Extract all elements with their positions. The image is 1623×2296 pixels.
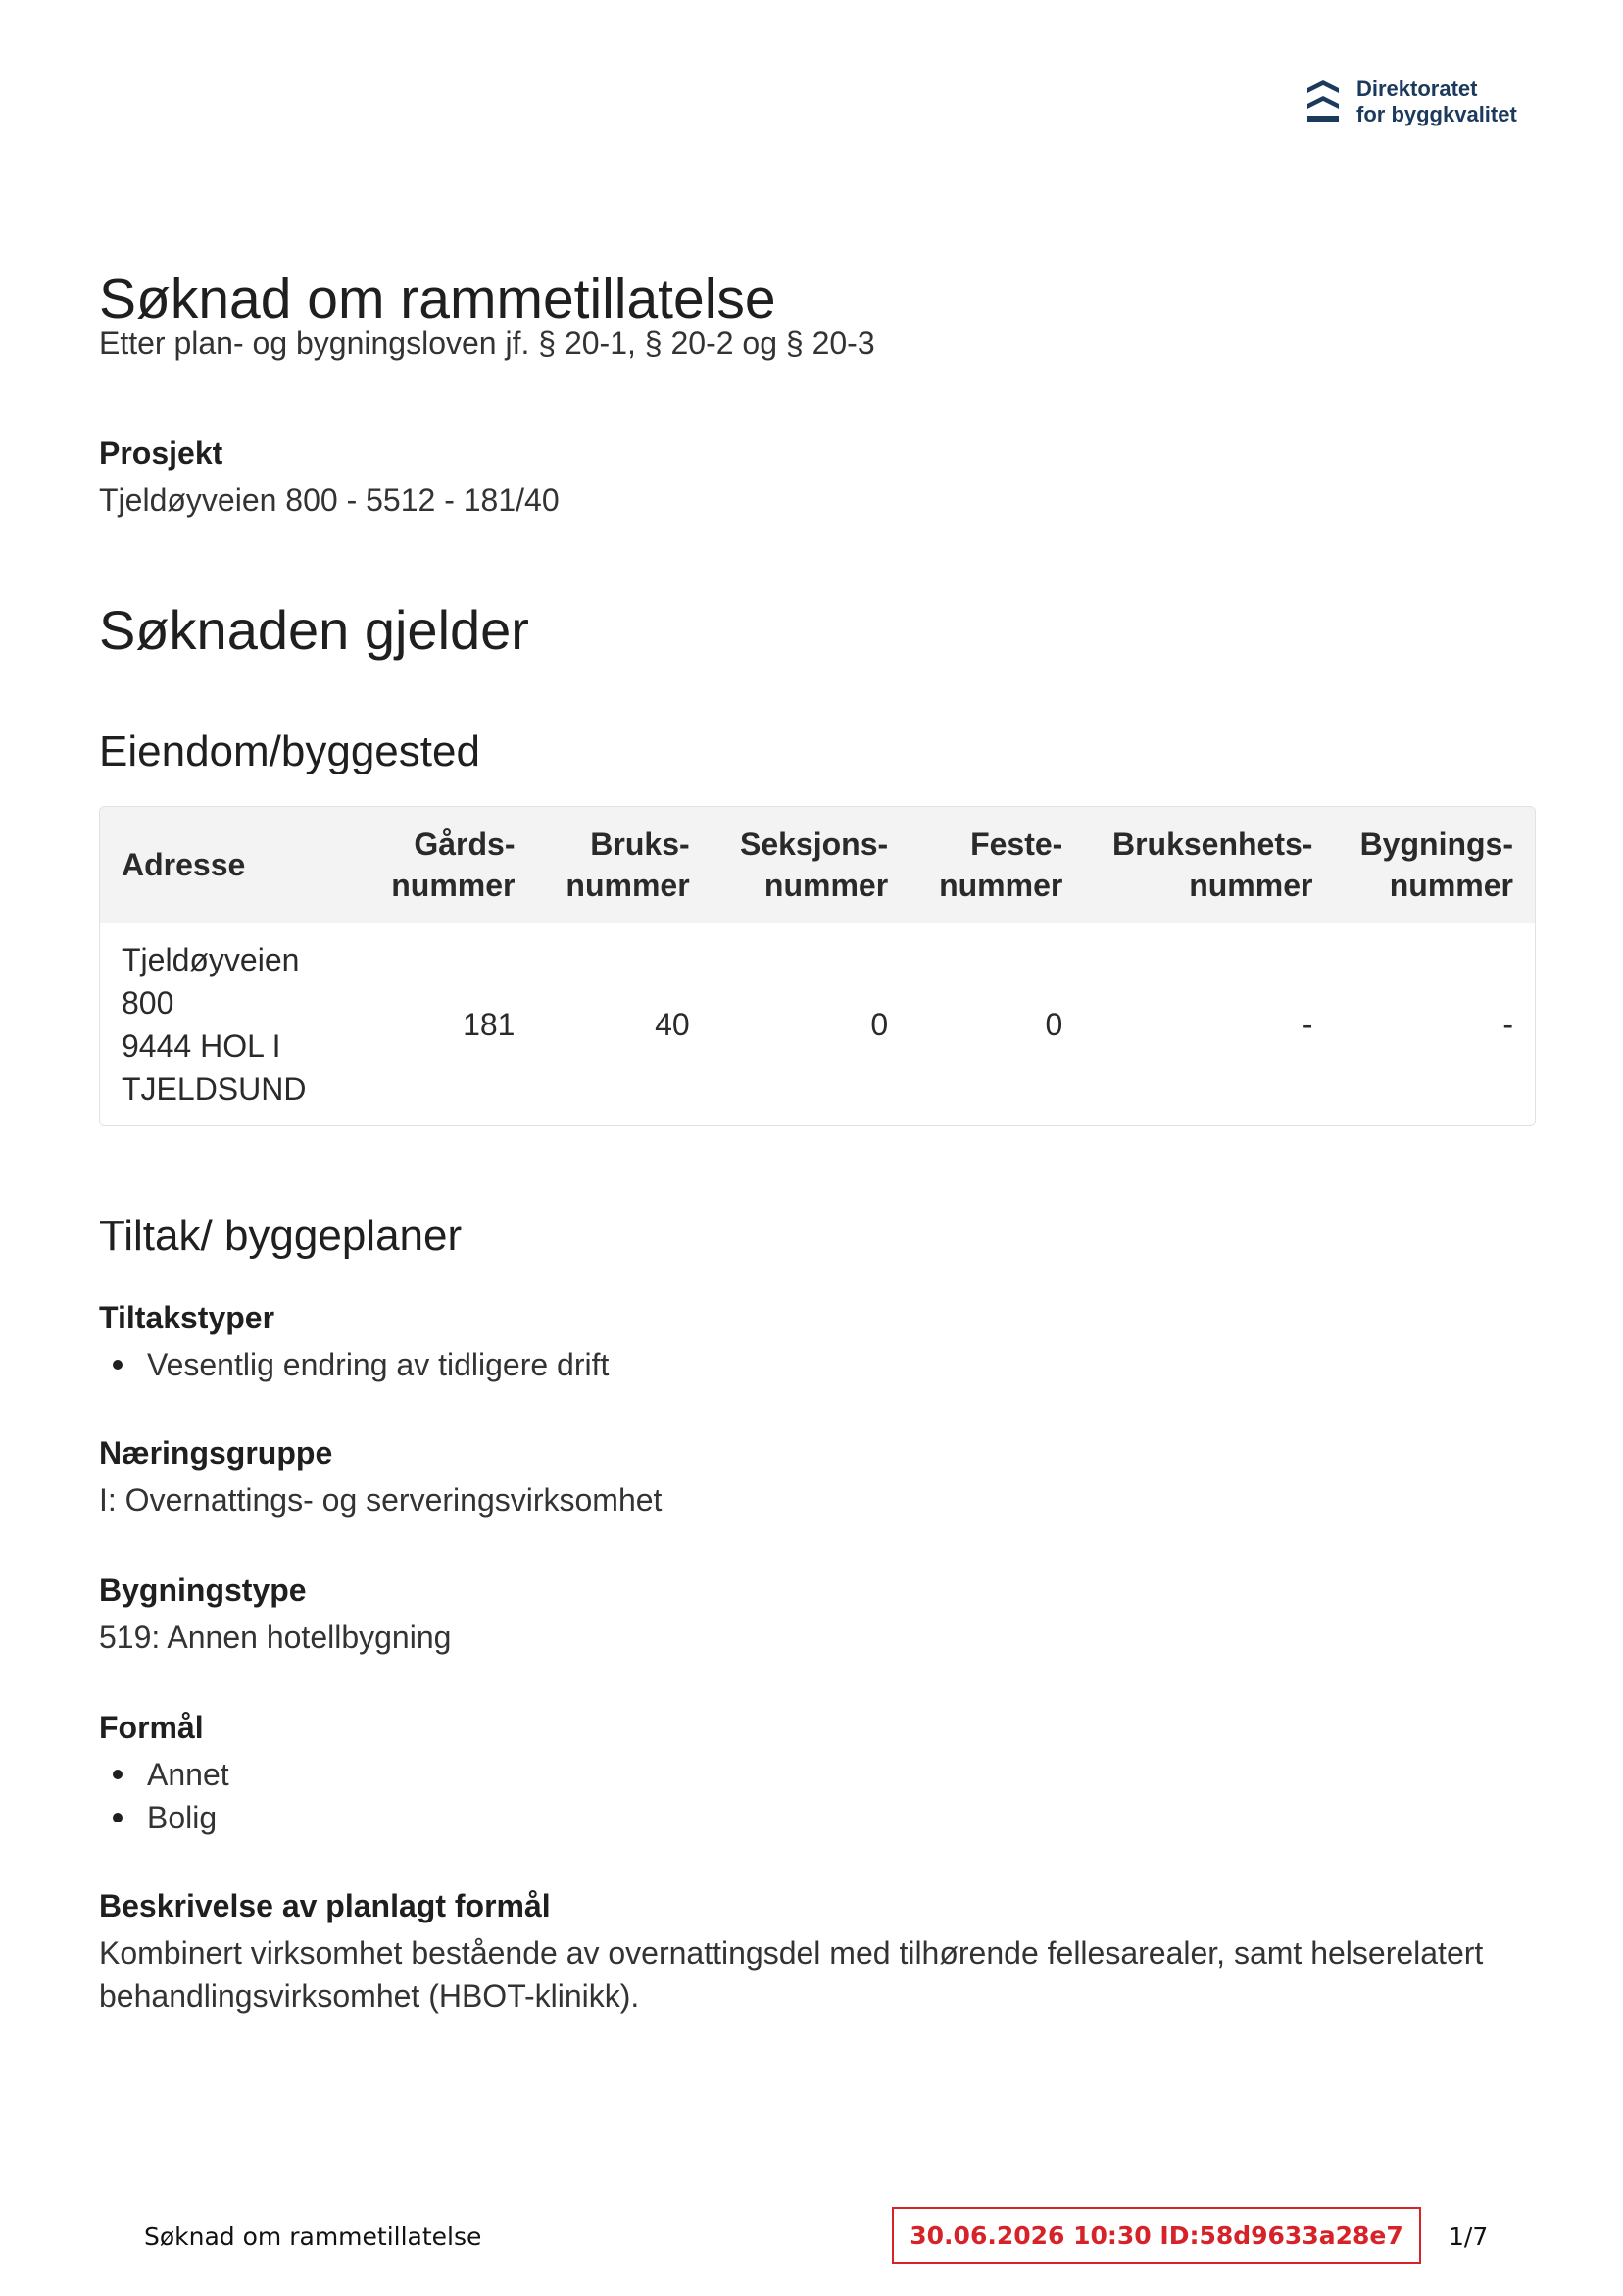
bullet-icon: [113, 1360, 123, 1370]
tiltakstyper-label: Tiltakstyper: [99, 1300, 275, 1335]
cell-festenummer: 0: [1045, 1007, 1063, 1042]
footer-id-stamp: 30.06.2026 10:30 ID:58d9633a28e7: [892, 2207, 1421, 2264]
section-heading-applies: Søknaden gjelder: [99, 599, 529, 661]
beskrivelse-line-2: behandlingsvirksomhet (HBOT-klinikk).: [99, 1978, 640, 2014]
col-header-seksjonsnummer: Seksjons- nummer: [712, 807, 910, 923]
property-table-header: [100, 807, 1535, 923]
beskrivelse-label: Beskrivelse av planlagt formål: [99, 1888, 551, 1923]
col-header-adresse: Adresse: [100, 807, 362, 923]
tiltak-heading: Tiltak/ byggeplaner: [99, 1212, 463, 1260]
logo-text: [1356, 76, 1517, 127]
document-subtitle: Etter plan- og bygningsloven jf. § 20-1, § 20-2 og § 20-3: [99, 325, 875, 361]
naeringsgruppe-label: Næringsgruppe: [99, 1435, 333, 1471]
logo-line-2: for byggkvalitet: [1356, 102, 1517, 126]
project-value: Tjeldøyveien 800 - 5512 - 181/40: [99, 482, 560, 518]
col-header-bygningsnummer: Bygnings- nummer: [1334, 807, 1535, 923]
list-item: Annet: [99, 1753, 229, 1796]
col-header-festenummer: Feste- nummer: [910, 807, 1084, 923]
cell-bruksenhetsnummer: -: [1302, 1007, 1313, 1042]
dibk-logo: [1303, 76, 1517, 127]
cell-bruksnummer: 40: [655, 1007, 690, 1042]
bullet-icon: [113, 1813, 123, 1822]
cell-bygningsnummer: -: [1502, 1007, 1513, 1042]
formal-list: [99, 1753, 229, 1839]
beskrivelse-line-1: Kombinert virksomhet bestående av overnattingsdel med tilhørende fellesarealer, samt helserelatert: [99, 1935, 1484, 1971]
naeringsgruppe-value: I: Overnattings- og serveringsvirksomhet: [99, 1482, 663, 1518]
footer-title: Søknad om rammetillatelse: [144, 2222, 482, 2251]
col-header-bruksenhetsnummer: Bruksenhets- nummer: [1084, 807, 1334, 923]
logo-line-1: Direktoratet: [1356, 76, 1478, 101]
formal-label: Formål: [99, 1710, 204, 1745]
list-item: Vesentlig endring av tidligere drift: [99, 1343, 609, 1386]
project-label: Prosjekt: [99, 435, 223, 471]
table-row: [100, 923, 1535, 1125]
cell-address: Tjeldøyveien 800 9444 HOL I TJELDSUND: [122, 942, 307, 1107]
bygningstype-value: 519: Annen hotellbygning: [99, 1620, 452, 1655]
bullet-icon: [113, 1770, 123, 1779]
footer-page-number: 1/7: [1449, 2222, 1489, 2251]
bygningstype-label: Bygningstype: [99, 1572, 307, 1608]
property-heading: Eiendom/byggested: [99, 727, 480, 775]
cell-seksjonsnummer: 0: [870, 1007, 889, 1042]
list-item: Bolig: [99, 1796, 229, 1839]
dibk-logo-icon: [1303, 78, 1343, 125]
tiltakstyper-list: [99, 1343, 609, 1386]
col-header-bruksnummer: Bruks- nummer: [536, 807, 711, 923]
document-title: Søknad om rammetillatelse: [99, 268, 776, 330]
property-table: [99, 806, 1536, 1126]
cell-gardsnummer: 181: [463, 1007, 516, 1042]
col-header-gardsnummer: Gårds- nummer: [362, 807, 536, 923]
